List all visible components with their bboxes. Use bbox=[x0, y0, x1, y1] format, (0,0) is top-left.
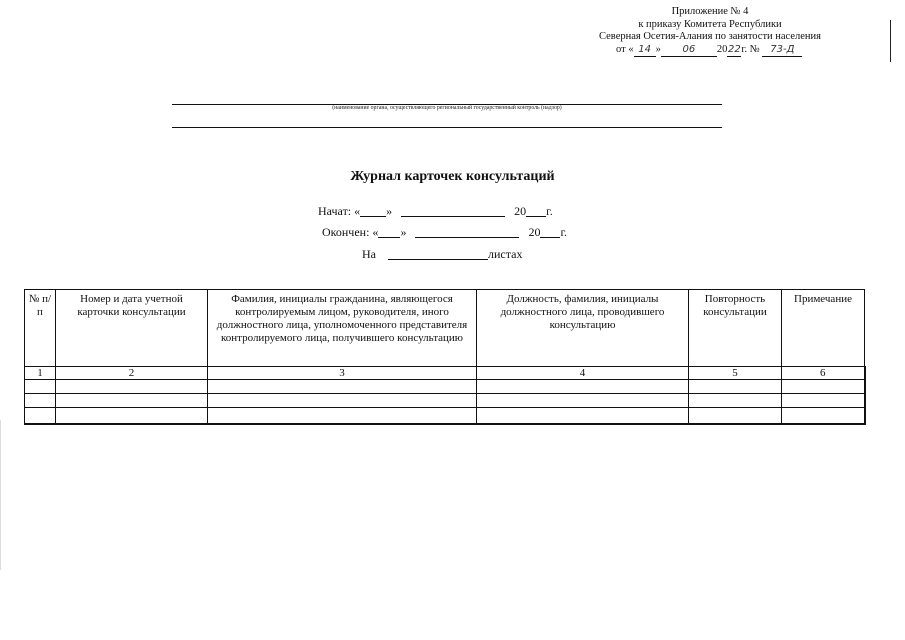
column-number: 5 bbox=[689, 367, 782, 380]
table-cell[interactable] bbox=[689, 394, 782, 408]
order-number-label: г. № bbox=[741, 43, 760, 55]
table-cell[interactable] bbox=[477, 408, 689, 425]
sheets-line bbox=[362, 247, 522, 262]
organ-name-caption: (наименование органа, осуществляющего региональный государственный контроль (надзор) bbox=[332, 105, 562, 111]
header-row bbox=[25, 290, 865, 367]
table-cell[interactable] bbox=[56, 380, 208, 394]
table-cell[interactable] bbox=[208, 408, 477, 425]
table-cell[interactable] bbox=[782, 380, 865, 394]
column-number: 1 bbox=[25, 367, 56, 380]
started-label: Начат: « bbox=[318, 204, 361, 218]
finished-close: » bbox=[400, 225, 407, 239]
started-year-suffix: г. bbox=[546, 204, 553, 218]
finished-month-blank bbox=[415, 225, 519, 238]
table-cell[interactable] bbox=[208, 394, 477, 408]
header-note: Примечание bbox=[782, 290, 865, 367]
sheets-suffix: листах bbox=[488, 247, 523, 261]
table-cell[interactable] bbox=[56, 408, 208, 425]
column-number: 2 bbox=[56, 367, 208, 380]
finished-day-blank bbox=[378, 225, 400, 238]
date-prefix: от « bbox=[616, 43, 634, 55]
finished-line bbox=[322, 225, 567, 240]
table-cell[interactable] bbox=[477, 380, 689, 394]
table-cell[interactable] bbox=[25, 408, 56, 425]
column-number-row bbox=[25, 367, 865, 380]
appendix-order-ref: к приказу Комитета Республики bbox=[638, 18, 782, 30]
started-year-prefix: 20 bbox=[514, 204, 527, 218]
column-number: 4 bbox=[477, 367, 689, 380]
finished-year-prefix: 20 bbox=[528, 225, 541, 239]
header-official: Должность, фамилия, инициалы должностного лица, проводившего консультацию bbox=[477, 290, 689, 367]
date-day-close: » bbox=[655, 43, 661, 55]
finished-year-blank bbox=[540, 225, 560, 238]
column-number: 6 bbox=[782, 367, 865, 380]
table-cell[interactable] bbox=[25, 394, 56, 408]
header-number: № п/п bbox=[25, 290, 56, 367]
table-row bbox=[25, 380, 865, 394]
table-row bbox=[25, 394, 865, 408]
started-day-blank bbox=[360, 204, 386, 217]
column-number: 3 bbox=[208, 367, 477, 380]
appendix-block bbox=[560, 6, 860, 57]
started-month-blank bbox=[401, 204, 505, 217]
table-cell[interactable] bbox=[208, 380, 477, 394]
table-cell[interactable] bbox=[25, 380, 56, 394]
started-year-blank bbox=[526, 204, 546, 217]
finished-year-suffix: г. bbox=[560, 225, 568, 239]
appendix-date-line bbox=[560, 44, 860, 58]
sheets-prefix: На bbox=[362, 247, 376, 261]
table-cell[interactable] bbox=[782, 408, 865, 425]
journal-table bbox=[24, 289, 866, 425]
date-month: 06 bbox=[661, 44, 717, 58]
table-cell[interactable] bbox=[689, 380, 782, 394]
date-year-prefix: 20 bbox=[716, 43, 728, 55]
table-row bbox=[25, 408, 865, 425]
order-number: 73-Д bbox=[762, 44, 802, 58]
started-close: » bbox=[386, 204, 393, 218]
date-year-suffix: 22 bbox=[727, 44, 741, 58]
started-line bbox=[318, 204, 553, 219]
scan-edge bbox=[0, 420, 1, 570]
edge-mark bbox=[890, 20, 891, 62]
appendix-title: Приложение № 4 bbox=[671, 6, 749, 17]
table-cell[interactable] bbox=[782, 394, 865, 408]
organ-name-line-2 bbox=[172, 127, 722, 128]
date-day: 14 bbox=[634, 44, 656, 58]
header-repeat: Повторность консультации bbox=[689, 290, 782, 367]
header-card-number-date: Номер и дата учетной карточки консультации bbox=[56, 290, 208, 367]
appendix-committee: Северная Осетия-Алания по занятости населения bbox=[599, 31, 821, 42]
table-cell[interactable] bbox=[477, 394, 689, 408]
sheets-blank bbox=[388, 247, 488, 260]
finished-label: Окончен: « bbox=[322, 225, 379, 239]
table-cell[interactable] bbox=[689, 408, 782, 425]
header-consulted-person: Фамилия, инициалы гражданина, являющегося контролируемым лицом, руководителя, иного должностного лица, уполномоченного представителя контролируемого лица, получившего консультацию bbox=[208, 290, 477, 367]
journal-title: Журнал карточек консультаций bbox=[350, 169, 555, 184]
table-cell[interactable] bbox=[56, 394, 208, 408]
